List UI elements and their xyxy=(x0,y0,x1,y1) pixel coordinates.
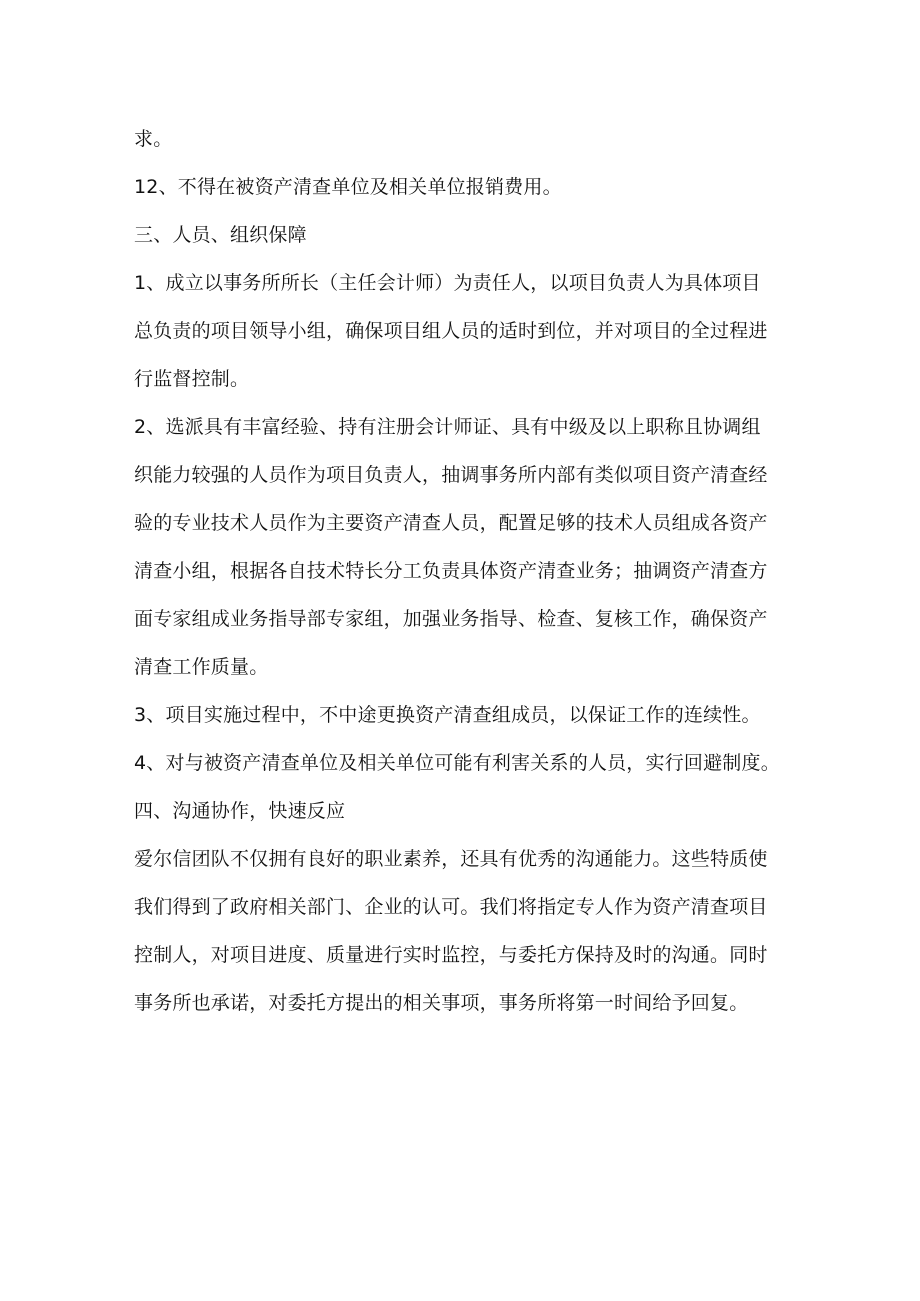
text-line: 12、不得在被资产清查单位及相关单位报销费用。 xyxy=(134,176,562,198)
section-heading-personnel xyxy=(134,211,806,259)
heading-line: 三、人员、组织保障 xyxy=(134,224,307,246)
text-line: 清查小组，根据各自技术特长分工负责具体资产清查业务；抽调资产清查方 xyxy=(134,560,768,582)
text-line: 行监督控制。 xyxy=(134,368,250,390)
text-line: 事务所也承诺，对委托方提出的相关事项，事务所将第一时间给予回复。 xyxy=(134,992,749,1014)
paragraph-continuation xyxy=(134,115,806,163)
text-line: 1、成立以事务所所长（主任会计师）为责任人，以项目负责人为具体项目 xyxy=(134,272,761,294)
paragraph-item-2 xyxy=(134,403,806,691)
text-line: 总负责的项目领导小组，确保项目组人员的适时到位，并对项目的全过程进 xyxy=(134,320,768,342)
text-line: 我们得到了政府相关部门、企业的认可。我们将指定专人作为资产清查项目 xyxy=(134,896,768,918)
paragraph-item-12 xyxy=(134,163,806,211)
paragraph-item-3 xyxy=(134,691,806,739)
text-line: 4、对与被资产清查单位及相关单位可能有利害关系的人员，实行回避制度。 xyxy=(134,752,780,774)
heading-line: 四、沟通协作，快速反应 xyxy=(134,800,346,822)
text-line: 求。 xyxy=(134,128,173,150)
paragraph-item-4 xyxy=(134,739,806,787)
text-line: 2、选派具有丰富经验、持有注册会计师证、具有中级及以上职称且协调组 xyxy=(134,416,761,438)
text-line: 织能力较强的人员作为项目负责人，抽调事务所内部有类似项目资产清查经 xyxy=(134,464,768,486)
paragraph-team-intro xyxy=(134,835,806,1027)
paragraph-item-1 xyxy=(134,259,806,403)
text-line: 3、项目实施过程中，不中途更换资产清查组成员，以保证工作的连续性。 xyxy=(134,704,761,726)
text-line: 爱尔信团队不仅拥有良好的职业素养，还具有优秀的沟通能力。这些特质使 xyxy=(134,848,768,870)
document-body xyxy=(134,115,806,1027)
text-line: 清查工作质量。 xyxy=(134,656,269,678)
section-heading-communication xyxy=(134,787,806,835)
text-line: 控制人，对项目进度、质量进行实时监控，与委托方保持及时的沟通。同时 xyxy=(134,944,768,966)
text-line: 验的专业技术人员作为主要资产清查人员，配置足够的技术人员组成各资产 xyxy=(134,512,768,534)
text-line: 面专家组成业务指导部专家组，加强业务指导、检查、复核工作，确保资产 xyxy=(134,608,768,630)
